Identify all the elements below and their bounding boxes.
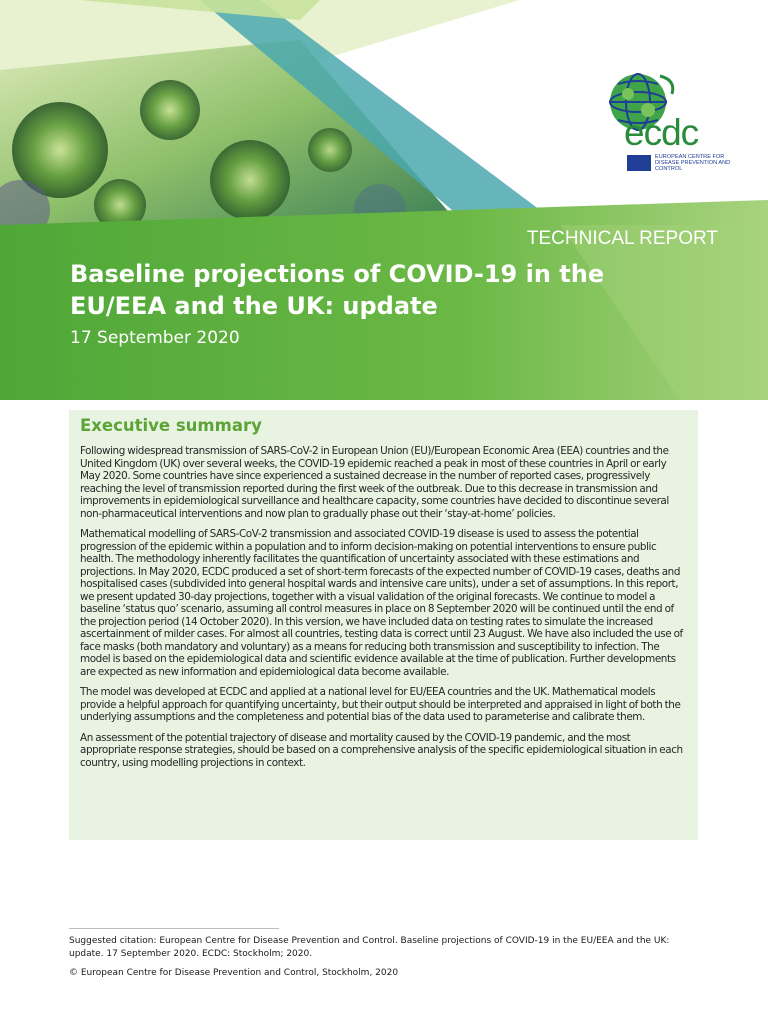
logo-wordmark: ecdc (624, 112, 699, 153)
publication-date: 17 September 2020 (70, 328, 240, 348)
summary-paragraph: The model was developed at ECDC and applied at a national level for EU/EEA countries and the UK. Mathematical models provide a helpful approach for quantifying uncertainty, but their output should be interpreted and appraised in light of both the underlying assumptions and the completeness and potential bias of the data used to parameterise and calibrate them. (80, 686, 681, 723)
logo-subtitle: EUROPEAN CENTRE FOR DISEASE PREVENTION AND CONTROL (655, 154, 731, 172)
executive-summary-box (69, 410, 698, 840)
footer (69, 935, 699, 986)
cover-header (0, 0, 768, 400)
report-type-label: TECHNICAL REPORT (526, 228, 718, 249)
ecdc-logo (598, 68, 731, 176)
executive-summary-heading: Executive summary (80, 416, 262, 435)
summary-paragraph: An assessment of the potential trajectory of disease and mortality caused by the COVID-19 pandemic, and the most appropriate response strategies, should be based on a comprehensive analysis of the specific epidemiological situation in each country, using modelling projections in context. (80, 731, 683, 769)
summary-paragraph: Mathematical modelling of SARS-CoV-2 transmission and associated COVID-19 disease is used to assess the potential progression of the epidemic within a population and to inform decision-making on potential interventions to ensure public health. The methodology inherently facilitates the quantification of uncertainty associated with these estimations and projections. In May 2020, ECDC produced a set of short-term forecasts of the expected number of COVID-19 cases, deaths and hospitalised cases (subdivided into general hospital wards and intensive care units), under a set of assumptions. In this report, we present updated 30-day projections, together with a visual validation of the original forecasts. We continue to model a baseline ‘status quo’ scenario, assuming all control measures in place on 8 September 2020 will be continued until the end of the projection period (14 October 2020). In this version, we have included data on testing rates to simulate the increased ascertainment of milder cases. For almost all countries, testing data is correct until 23 August. We have also included the use of face masks (both mandatory and voluntary) as a means for reducing both transmission and susceptibility to infection. The model is based on the epidemiological data and scientific evidence available at the time of publication. Further developments are expected as new information and epidemiological data become available. (80, 528, 683, 678)
suggested-citation: Suggested citation: European Centre for Disease Prevention and Control. Baseline projections of COVID-19 in the EU/EEA and the UK: update. 17 September 2020. ECDC: Stockholm; 2020. (69, 936, 670, 959)
page-title: Baseline projections of COVID-19 in the EU/EEA and the UK: update (70, 260, 605, 320)
footer-divider (69, 928, 279, 929)
summary-paragraph: Following widespread transmission of SARS-CoV-2 in European Union (EU)/European Economic Area (EEA) countries and the United Kingdom (UK) over several weeks, the COVID-19 epidemic reached a peak in most of these countries in April or early May 2020. Some countries have since experienced a sustained decrease in the number of reported cases, progressively reaching the level of transmission reported during the first week of the outbreak. Due to this decrease in transmission and improvements in epidemiological surveillance and healthcare capacity, some countries have decided to discontinue several non-pharmaceutical interventions and now plan to gradually phase out their ‘stay-at-home’ policies. (80, 445, 669, 520)
copyright-notice: © European Centre for Disease Prevention and Control, Stockholm, 2020 (69, 968, 399, 978)
eu-flag-icon (627, 155, 651, 171)
